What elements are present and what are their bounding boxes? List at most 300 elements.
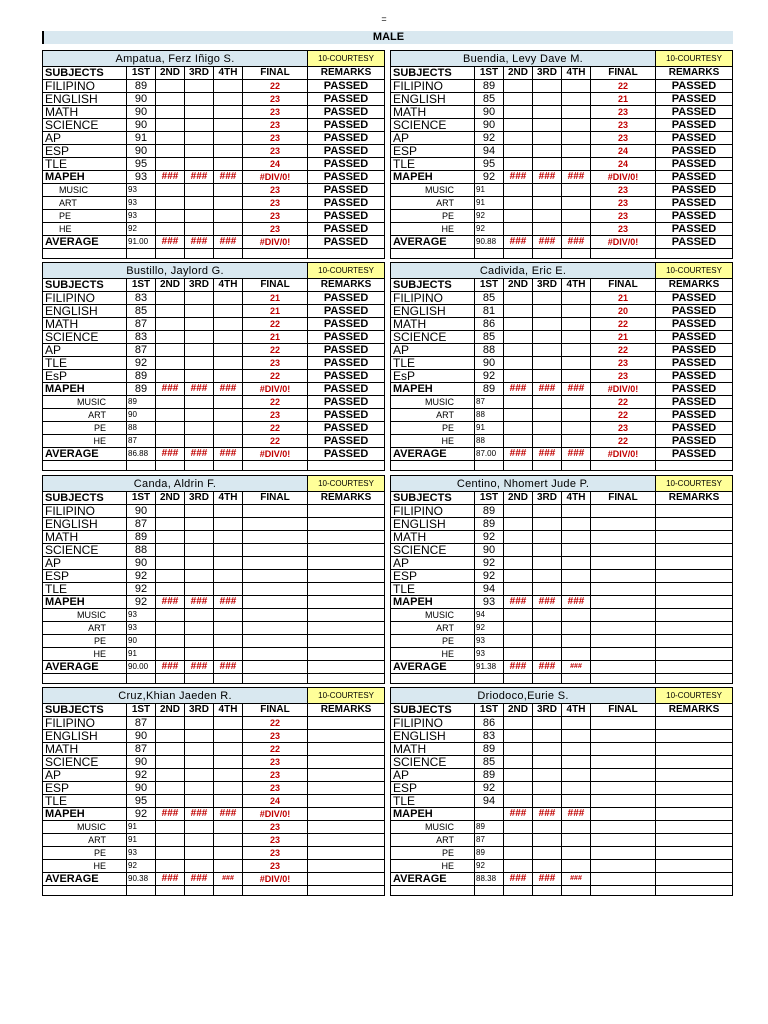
grade-q1: 92 [127, 860, 156, 873]
subject-label: ENGLISH [391, 305, 475, 318]
grade-q4 [562, 648, 591, 661]
subject-label: MAPEH [391, 171, 475, 184]
remarks-value [656, 505, 733, 518]
student-name: Driodoco,Eurie S. [391, 688, 656, 704]
col-header-remarks: REMARKS [308, 704, 385, 717]
remarks-value: PASSED [308, 210, 385, 223]
grade-q3 [185, 847, 214, 860]
grade-q1: 92 [475, 370, 504, 383]
table-row [391, 743, 733, 756]
student-name: Ampatua, Ferz Iñigo S. [43, 51, 308, 67]
grade-q2 [504, 145, 533, 158]
final-grade: #DIV/0! [243, 448, 308, 461]
grade-q2: ### [504, 596, 533, 609]
remarks-value [308, 730, 385, 743]
grade-q4 [214, 635, 243, 648]
student-name: Canda, Aldrin F. [43, 476, 308, 492]
table-row [391, 409, 733, 422]
final-grade [591, 596, 656, 609]
final-grade [591, 635, 656, 648]
grade-q1: 87 [127, 318, 156, 331]
table-row [43, 847, 385, 860]
subject-label: MUSIC [391, 396, 475, 409]
final-grade: 22 [243, 370, 308, 383]
subject-label: AVERAGE [43, 448, 127, 461]
grade-q4 [562, 210, 591, 223]
grade-q1: 87 [127, 344, 156, 357]
grades-table [42, 687, 385, 896]
grade-q1: 89 [475, 743, 504, 756]
grade-q1: 90 [475, 106, 504, 119]
grade-q2 [156, 847, 185, 860]
grade-q1: 88 [475, 409, 504, 422]
grade-q2 [504, 648, 533, 661]
table-row [391, 622, 733, 635]
grade-q1: 90.00 [127, 661, 156, 674]
grade-q4 [214, 80, 243, 93]
blank-cell [562, 249, 591, 259]
subject-label: SCIENCE [43, 756, 127, 769]
table-row [391, 223, 733, 236]
table-row [43, 518, 385, 531]
blank-cell [156, 886, 185, 896]
final-grade [591, 808, 656, 821]
grade-q2 [156, 184, 185, 197]
table-row [43, 730, 385, 743]
remarks-value [308, 847, 385, 860]
grade-q3 [533, 847, 562, 860]
grade-q4: ### [214, 808, 243, 821]
subject-label: AP [43, 769, 127, 782]
final-grade: 21 [243, 292, 308, 305]
grade-q4 [562, 396, 591, 409]
grade-q2 [504, 305, 533, 318]
table-row [391, 106, 733, 119]
table-row [391, 860, 733, 873]
grade-q3 [185, 184, 214, 197]
grade-q1: 93 [475, 596, 504, 609]
final-grade [243, 557, 308, 570]
blank-cell [214, 886, 243, 896]
remarks-value [656, 821, 733, 834]
grade-q4 [214, 648, 243, 661]
remarks-value: PASSED [308, 396, 385, 409]
subject-label: MUSIC [391, 609, 475, 622]
remarks-value: PASSED [656, 409, 733, 422]
blank-cell [656, 674, 733, 684]
table-row [391, 318, 733, 331]
remarks-value [308, 531, 385, 544]
table-row [43, 396, 385, 409]
grade-q2 [156, 223, 185, 236]
final-grade: 22 [243, 80, 308, 93]
grade-q2 [156, 860, 185, 873]
grade-q3 [185, 505, 214, 518]
grade-q3 [533, 197, 562, 210]
grade-q4 [562, 119, 591, 132]
blank-cell [308, 249, 385, 259]
final-grade: 23 [591, 184, 656, 197]
grade-q1: 90.88 [475, 236, 504, 249]
grade-q2 [504, 795, 533, 808]
grade-q2 [156, 717, 185, 730]
final-grade: 23 [243, 756, 308, 769]
grade-q3 [533, 435, 562, 448]
grade-q3 [533, 769, 562, 782]
table-row [391, 396, 733, 409]
subject-label: AP [43, 132, 127, 145]
final-grade: #DIV/0! [243, 808, 308, 821]
subject-label: EsP [43, 370, 127, 383]
blank-cell [475, 249, 504, 259]
remarks-value: PASSED [656, 145, 733, 158]
table-row [43, 171, 385, 184]
grade-q1: 91 [475, 197, 504, 210]
grade-q4 [562, 422, 591, 435]
grade-q4 [214, 609, 243, 622]
final-grade: 23 [591, 132, 656, 145]
remarks-value [308, 635, 385, 648]
grade-q2 [156, 435, 185, 448]
grade-q2 [504, 570, 533, 583]
remarks-value: PASSED [308, 331, 385, 344]
grade-q4 [562, 717, 591, 730]
grade-q1: 88 [127, 422, 156, 435]
final-grade: 22 [591, 344, 656, 357]
grade-q2 [504, 505, 533, 518]
remarks-value [656, 717, 733, 730]
remarks-value [308, 570, 385, 583]
subject-label: MAPEH [43, 383, 127, 396]
final-grade: #DIV/0! [591, 383, 656, 396]
table-row [391, 821, 733, 834]
final-grade: #DIV/0! [591, 448, 656, 461]
remarks-value: PASSED [656, 210, 733, 223]
blank-cell [43, 249, 127, 259]
grade-q1: 92 [475, 557, 504, 570]
final-grade: 23 [243, 223, 308, 236]
final-grade [243, 609, 308, 622]
grade-q2 [504, 635, 533, 648]
blank-cell [391, 461, 475, 471]
remarks-value [308, 795, 385, 808]
col-header-q2: 2ND [504, 279, 533, 292]
remarks-value [308, 557, 385, 570]
subject-label: PE [391, 635, 475, 648]
table-header-row [43, 492, 385, 505]
table-row [43, 236, 385, 249]
col-header-final: FINAL [591, 492, 656, 505]
grade-q4 [214, 318, 243, 331]
grade-q3 [533, 292, 562, 305]
grade-q1: 93 [127, 197, 156, 210]
grade-q3 [533, 422, 562, 435]
student-name: Buendia, Levy Dave M. [391, 51, 656, 67]
grade-q2 [504, 210, 533, 223]
col-header-remarks: REMARKS [656, 492, 733, 505]
blank-cell [562, 461, 591, 471]
blank-cell [504, 461, 533, 471]
grade-q3: ### [533, 383, 562, 396]
grade-q4: ### [214, 596, 243, 609]
blank-cell [391, 249, 475, 259]
grade-q2 [156, 409, 185, 422]
grade-q1: 90 [127, 505, 156, 518]
final-grade [591, 717, 656, 730]
grade-q3 [533, 730, 562, 743]
grade-q2 [156, 106, 185, 119]
table-row [391, 132, 733, 145]
grade-q3 [533, 93, 562, 106]
grade-q1: 89 [127, 370, 156, 383]
remarks-value: PASSED [656, 119, 733, 132]
grade-q3 [533, 132, 562, 145]
table-row [43, 318, 385, 331]
grade-q4: ### [214, 661, 243, 674]
grade-q2: ### [504, 171, 533, 184]
grade-q4 [562, 583, 591, 596]
grade-q4: ### [214, 448, 243, 461]
grade-q2 [504, 860, 533, 873]
remarks-value [656, 873, 733, 886]
remarks-value [656, 583, 733, 596]
grade-q4: ### [214, 171, 243, 184]
grade-q4 [214, 795, 243, 808]
subject-label: AP [391, 557, 475, 570]
table-row [43, 505, 385, 518]
table-row [43, 435, 385, 448]
grade-q3 [533, 648, 562, 661]
blank-cell [127, 886, 156, 896]
remarks-value [656, 518, 733, 531]
subject-label: ESP [391, 570, 475, 583]
blank-cell [591, 461, 656, 471]
grade-q2 [504, 409, 533, 422]
subject-label: AP [43, 557, 127, 570]
grade-q4 [214, 769, 243, 782]
section-badge: 10-COURTESY [308, 51, 385, 67]
grade-q1: 89 [475, 80, 504, 93]
subject-label: ESP [43, 145, 127, 158]
subject-label: MUSIC [391, 821, 475, 834]
blank-cell [308, 886, 385, 896]
remarks-value [656, 635, 733, 648]
grade-q2 [504, 132, 533, 145]
grade-q3 [533, 145, 562, 158]
remarks-value [308, 873, 385, 886]
grade-q2 [156, 782, 185, 795]
grade-q2 [504, 609, 533, 622]
remarks-value [308, 505, 385, 518]
grade-q1 [475, 808, 504, 821]
grade-q1: 93 [127, 847, 156, 860]
grade-q4 [562, 622, 591, 635]
subject-label: SCIENCE [43, 331, 127, 344]
blank-cell [214, 674, 243, 684]
blank-cell [504, 249, 533, 259]
grades-table [390, 475, 733, 684]
subject-label: AP [43, 344, 127, 357]
grade-q1: 90 [127, 119, 156, 132]
subject-label: ENGLISH [391, 93, 475, 106]
subject-label: HE [43, 435, 127, 448]
grade-q2 [504, 396, 533, 409]
grade-q1: 93 [475, 635, 504, 648]
grade-q1: 95 [127, 158, 156, 171]
grade-q4 [562, 505, 591, 518]
grade-q2: ### [504, 873, 533, 886]
grade-q1: 89 [127, 383, 156, 396]
grade-q3: ### [185, 873, 214, 886]
grade-q3 [533, 331, 562, 344]
col-header-q2: 2ND [504, 492, 533, 505]
blank-cell [475, 461, 504, 471]
subject-label: ENGLISH [43, 93, 127, 106]
grade-q2: ### [156, 596, 185, 609]
table-row [43, 769, 385, 782]
final-grade: 23 [243, 782, 308, 795]
col-header-final: FINAL [243, 279, 308, 292]
subject-label: TLE [43, 357, 127, 370]
remarks-value [308, 782, 385, 795]
grade-q4 [562, 409, 591, 422]
grade-q4: ### [562, 236, 591, 249]
grade-q2 [504, 344, 533, 357]
subject-label: AP [391, 132, 475, 145]
grade-q3 [533, 583, 562, 596]
student-card [390, 50, 732, 259]
grade-q2 [156, 344, 185, 357]
col-header-remarks: REMARKS [308, 67, 385, 80]
blank-cell [562, 674, 591, 684]
final-grade: 23 [243, 132, 308, 145]
grade-q1: 81 [475, 305, 504, 318]
grade-q3: ### [185, 808, 214, 821]
grade-q2 [504, 782, 533, 795]
final-grade: 21 [591, 93, 656, 106]
grade-q4 [562, 93, 591, 106]
grade-q2 [504, 197, 533, 210]
table-row [391, 769, 733, 782]
student-card [42, 687, 384, 896]
remarks-value [308, 743, 385, 756]
remarks-value: PASSED [308, 292, 385, 305]
final-grade [591, 860, 656, 873]
grade-q3 [533, 409, 562, 422]
table-row [391, 357, 733, 370]
grade-q3 [533, 80, 562, 93]
table-row [391, 596, 733, 609]
blank-cell [533, 461, 562, 471]
grade-q1: 92 [127, 596, 156, 609]
grade-q3 [185, 106, 214, 119]
grade-q1: 86.88 [127, 448, 156, 461]
section-badge: 10-COURTESY [308, 263, 385, 279]
grade-q4 [214, 583, 243, 596]
remarks-value: PASSED [656, 236, 733, 249]
table-row [43, 106, 385, 119]
grade-q2 [156, 331, 185, 344]
col-header-remarks: REMARKS [656, 67, 733, 80]
grade-q3 [533, 344, 562, 357]
grade-q3 [185, 730, 214, 743]
remarks-value [656, 648, 733, 661]
col-header-q3: 3RD [185, 279, 214, 292]
subject-label: MUSIC [43, 821, 127, 834]
grade-q1: 92 [127, 570, 156, 583]
subject-label: SCIENCE [391, 331, 475, 344]
final-grade [591, 570, 656, 583]
col-header-final: FINAL [243, 67, 308, 80]
remarks-value [308, 648, 385, 661]
col-header-q3: 3RD [185, 704, 214, 717]
final-grade [243, 635, 308, 648]
grade-q1: 85 [475, 756, 504, 769]
final-grade: #DIV/0! [591, 171, 656, 184]
remarks-value [308, 717, 385, 730]
table-row [43, 596, 385, 609]
final-grade: #DIV/0! [243, 383, 308, 396]
grade-q3 [533, 609, 562, 622]
table-row [43, 448, 385, 461]
grade-q4 [562, 132, 591, 145]
final-grade: 23 [243, 409, 308, 422]
final-grade: 23 [243, 106, 308, 119]
grade-q3 [533, 635, 562, 648]
col-header-q4: 4TH [562, 67, 591, 80]
grade-q2 [504, 531, 533, 544]
grade-q2 [156, 422, 185, 435]
grade-q4 [562, 609, 591, 622]
grade-q1: 92 [475, 622, 504, 635]
final-grade: 24 [591, 145, 656, 158]
col-header-final: FINAL [591, 67, 656, 80]
grade-q1: 92 [475, 782, 504, 795]
remarks-value [656, 661, 733, 674]
grade-q3 [533, 518, 562, 531]
table-row [43, 158, 385, 171]
final-grade: 23 [243, 769, 308, 782]
subject-label: MAPEH [391, 383, 475, 396]
grade-q1: 85 [475, 292, 504, 305]
remarks-value [656, 860, 733, 873]
grade-q1: 94 [475, 795, 504, 808]
table-row [43, 860, 385, 873]
grade-q1: 87 [475, 396, 504, 409]
final-grade [243, 518, 308, 531]
grade-q4 [562, 635, 591, 648]
table-header-row [43, 704, 385, 717]
blank-cell [185, 886, 214, 896]
grade-q3 [185, 409, 214, 422]
subject-label: ART [43, 834, 127, 847]
grade-q3 [185, 756, 214, 769]
final-grade: #DIV/0! [243, 171, 308, 184]
final-grade: 20 [591, 305, 656, 318]
grade-q1: 91 [127, 821, 156, 834]
grade-q4 [562, 370, 591, 383]
blank-cell [591, 674, 656, 684]
subject-label: SCIENCE [391, 756, 475, 769]
table-row [43, 145, 385, 158]
grade-q3 [533, 756, 562, 769]
blank-cell [308, 461, 385, 471]
blank-cell [308, 674, 385, 684]
grade-q1: 85 [475, 331, 504, 344]
grade-q2: ### [156, 171, 185, 184]
col-header-subjects: SUBJECTS [43, 67, 127, 80]
grade-q1: 87.00 [475, 448, 504, 461]
